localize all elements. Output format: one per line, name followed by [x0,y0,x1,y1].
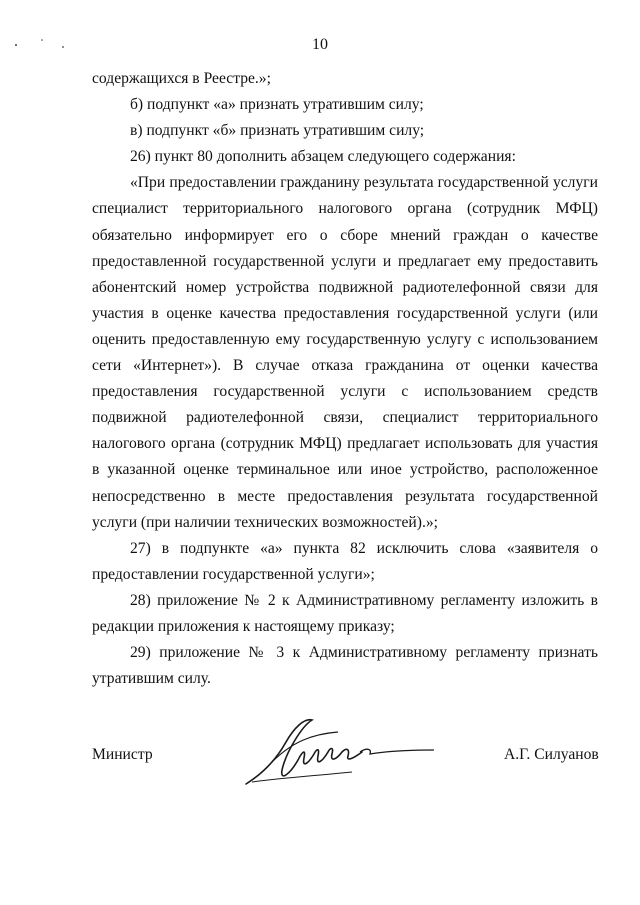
handwritten-signature [242,712,442,792]
document-body [92,66,598,692]
paragraph-item-26: 26) пункт 80 дополнить абзацем следующего содержания: [130,148,516,166]
paragraph-item-29: 29) приложение № 3 к Административному регламенту признать утратившим силу. [92,644,598,688]
paragraph-item-27: 27) в подпункте «а» пункта 82 исключить слова «заявителя о предоставлении государственной услуги»; [92,539,598,583]
signer-name: А.Г. Силуанов [504,746,599,763]
page-number: 10 [312,36,328,53]
signer-position: Министр [92,746,153,763]
paragraph-item-28: 28) приложение № 2 к Административному регламенту изложить в редакции приложения к настоящему приказу; [92,591,598,635]
paragraph-continuation: содержащихся в Реестре.»; [92,70,271,87]
paragraph-item-v: в) подпункт «б» признать утратившим силу; [130,122,425,140]
paragraph-quoted-insert: «При предоставлении гражданину результата государственной услуги специалист территориального налогового органа (сотрудник МФЦ) обязательно информирует его о сборе мнений граждан о качестве предоставленной государственной услуги и предлагает ему предоставить абонентский номер устройства подвижной радиотелефонной связи для участия в оценке качества предоставления государственной услуги (или оценить предоставленную ему государственную услугу с использованием сети «Интернет»). В случае отказа гражданина от оценки качества предоставления государственной услуги с использованием средств подвижной радиотелефонной связи, специалист территориального налогового органа (сотрудник МФЦ) предлагает использовать для участия в указанной оценке терминальное или иное устройство, расположенное непосредственно в месте предоставления результата государственной услуги (при наличии технических возможностей).»; [92,174,598,531]
paragraph-item-b: б) подпункт «а» признать утратившим силу; [130,96,424,114]
